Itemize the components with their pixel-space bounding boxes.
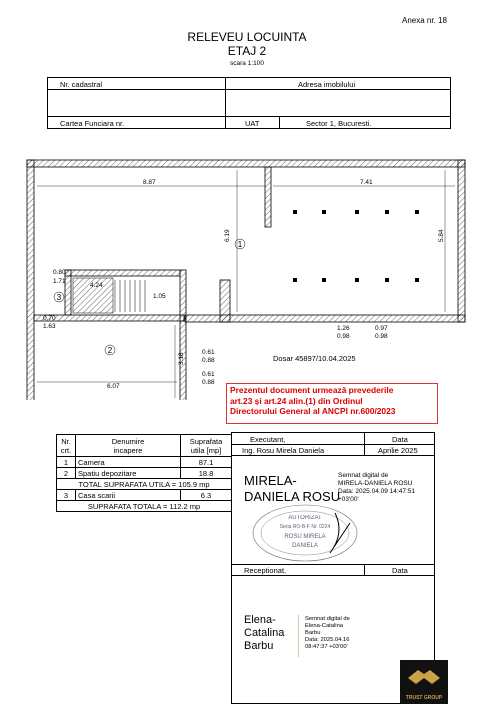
trust-group-logo [400,660,448,704]
dim-bottom-r1b: 0.98 [337,333,350,340]
signer2-text-line5: 08:47:37 +03'00' [305,644,348,650]
dim-stair-bottom-a: 0.70 [43,315,56,322]
svg-text:DANIELA: DANIELA [292,543,318,549]
col-name-header-2: incapere [113,445,143,455]
signer1-text-line1: Semnat digital de [338,472,389,479]
signer2-text-line2: Elena-Catalina [305,623,344,629]
dim-mid-ab: 0.88 [202,357,215,364]
total-utila: TOTAL SUPRAFATA UTILA = 105.9 mp [57,479,232,490]
signer1-text-line2: MIRELA-DANIELA ROSU [338,480,413,487]
signer2-name-line1: Elena- [244,614,276,626]
receptionat-label: Receptionat, [244,566,287,575]
identification-table [47,77,451,129]
scale-label: scara 1:100 [230,60,264,67]
floor-title: ETAJ 2 [227,44,267,58]
dim-center-vertical: 6.19 [224,229,231,242]
table-row: 1 Camera 87.1 [57,457,232,468]
svg-text:AUTORIZAT: AUTORIZAT [288,515,322,521]
col-area-header: Suprafata [189,436,223,446]
notice-line-1: Prezentul document urmează prevederile [230,385,394,395]
receptionat-date-label: Data [392,566,408,575]
table-row: 2 Spatiu depozitare 18.8 [57,468,232,479]
notice-line-2: art.23 și art.24 alin.(1) din Ordinul [230,395,363,406]
dim-right-vertical: 5.84 [438,229,445,242]
dim-stair-bottom-b: 1.63 [43,323,56,330]
stairs [73,278,145,313]
dim-bottom-r2: 0.97 [375,325,388,332]
executant-date-label: Data [392,435,408,444]
executant-date: Aprilie 2025 [378,446,418,455]
col-nr-header: Nr. [61,436,71,446]
dim-room2-vertical: 3.18 [178,352,185,365]
dim-stair-right: 1.05 [153,293,166,300]
room-label-2: 2 [107,346,113,355]
total-area: SUPRAFATA TOTALA = 112.2 mp [57,501,232,512]
interior-walls [34,167,271,400]
address-label: Adresa imobilului [298,80,356,89]
notice-line-3: Directorului General al ANCPI nr.600/2023 [230,406,396,416]
room-label-1: 1 [237,240,243,249]
col-crt-header: crt. [60,445,72,455]
sector-value: Sector 1, Bucuresti. [306,119,372,128]
signer2-name-line3: Barbu [244,640,274,652]
dim-bottom-r1: 1.26 [337,325,350,332]
uat-label: UAT [245,119,260,128]
annex-label: Anexa nr. 18 [402,16,447,25]
dim-bottom-left: 6.07 [107,383,120,390]
carte-funciara-label: Cartea Funciara nr. [60,119,125,128]
nr-cadastral-label: Nr. cadastral [60,80,103,89]
dim-bottom-r2b: 0.98 [375,333,388,340]
signer2-text-line4: Data: 2025.04.16 [305,637,350,643]
room-label-3: 3 [56,293,62,302]
dim-top-right: 7.41 [360,179,373,186]
col-area-header-2: utila [mp] [190,445,222,455]
rooms-table [56,434,232,512]
signer1-name-line2: DANIELA ROSU [244,489,341,504]
dim-stair-mid: 4.24 [90,282,103,289]
dim-mid-b: 0.61 [202,371,215,378]
dim-mid-a: 0.61 [202,349,215,356]
svg-text:ROSU MIRELA: ROSU MIRELA [284,534,326,540]
signer2-text-line3: Barbu [305,630,321,636]
signer2-text-line1: Semnat digital de [305,616,350,622]
signer2-name-line2: Catalina [244,627,285,639]
signer1-text-line4: +03'00' [338,496,359,503]
executant-label: Executant, [250,435,286,444]
dim-mid-bb: 0.88 [202,379,215,386]
dim-stair-top: 0.80 [53,269,66,276]
dim-top-left: 8.87 [143,179,156,186]
signer1-name-line1: MIRELA- [244,473,297,488]
floor-plan [25,150,470,400]
svg-text:Seria RO-B-F Nr. 0224: Seria RO-B-F Nr. 0224 [279,524,331,530]
legal-notice [226,383,438,424]
handshake-icon [400,660,448,690]
table-row: 3 Casa scarii 6.3 [57,490,232,501]
dosar-label: Dosar 45897/10.04.2025 [273,354,356,363]
col-name-header: Denumire [111,436,145,446]
document-title: RELEVEU LOCUINTA [187,30,307,44]
logo-text: TRUST GROUP [405,695,443,701]
stamp-seal [250,503,360,563]
executant-name: Ing. Rosu Mirela Daniela [242,446,325,455]
dim-stair-side: 1.71 [53,278,66,285]
signer1-text-line3: Data: 2025.04.09 14:47:51 [338,488,415,495]
